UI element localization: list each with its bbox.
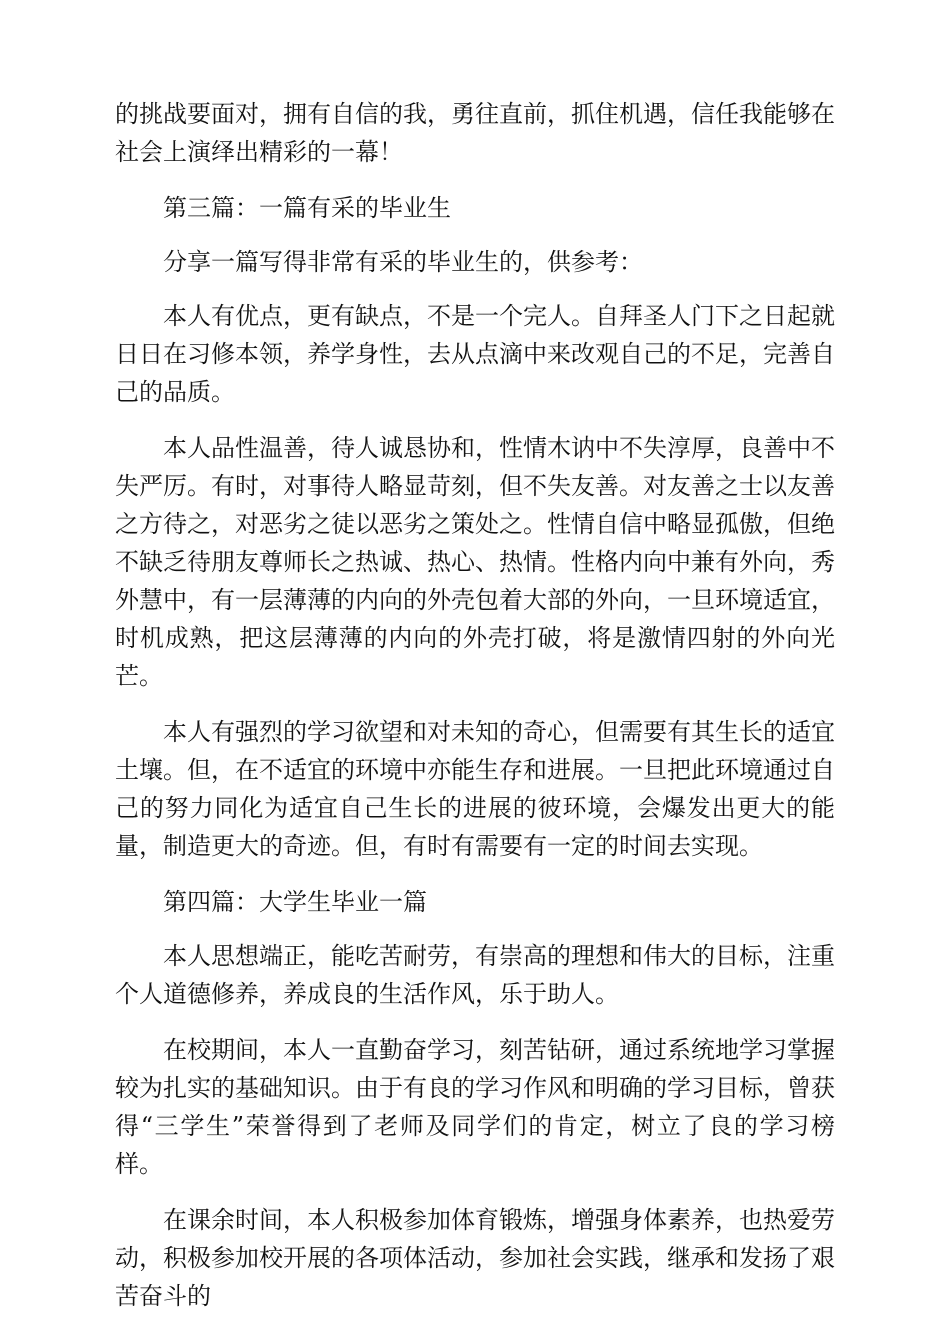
section-heading-4: 第四篇：大学生毕业一篇 bbox=[163, 888, 427, 916]
paragraph-extracurricular: 在课余时间，本人积极参加体育锻炼，增强身体素养，也热爱劳动，积极参加校开展的各项体活动，参加社会实践，继承和发扬了艰苦奋斗的 bbox=[115, 1206, 835, 1310]
paragraph-intro: 分享一篇写得非常有采的毕业生的，供参考： bbox=[163, 248, 643, 276]
paragraph-school-study: 在校期间，本人一直勤奋学习，刻苦钻研，通过系统地学习掌握较为扎实的基础知识。由于有良的学习作风和明确的学习目标，曾获得“三学生”荣誉得到了老师及同学们的肯定，树立了良的学习榜样。 bbox=[115, 1036, 835, 1178]
paragraph-character: 本人品性温善，待人诚恳协和，性情木讷中不失淳厚，良善中不失严厉。有时，对事待人略显苛刻，但不失友善。对友善之士以友善之方待之，对恶劣之徒以恶劣之策处之。性情自信中略显孤傲，但绝不缺乏待朋友尊师长之热诚、热心、热情。性格内向中兼有外向，秀外慧中，有一层薄薄的内向的外壳包着大部的外向，一旦环境适宜，时机成熟，把这层薄薄的内向的外壳打破，将是激情四射的外向光芒。 bbox=[115, 434, 835, 690]
document-page bbox=[115, 95, 835, 1333]
paragraph-ideology: 本人思想端正，能吃苦耐劳，有崇高的理想和伟大的目标，注重个人道德修养，养成良的生活作风，乐于助人。 bbox=[115, 942, 835, 1008]
section-heading-3: 第三篇：一篇有采的毕业生 bbox=[163, 194, 451, 222]
paragraph-strengths: 本人有优点，更有缺点，不是一个完人。自拜圣人门下之日起就日日在习修本领，养学身性，去从点滴中来改观自己的不足，完善自己的品质。 bbox=[115, 302, 835, 406]
paragraph-learning: 本人有强烈的学习欲望和对未知的奇心，但需要有其生长的适宜土壤。但，在不适宜的环境中亦能生存和进展。一旦把此环境通过自己的努力同化为适宜自己生长的进展的彼环境，会爆发出更大的能量，制造更大的奇迹。但，有时有需要有一定的时间去实现。 bbox=[115, 718, 835, 860]
paragraph-continuation: 的挑战要面对，拥有自信的我，勇往直前，抓住机遇，信任我能够在社会上演绎出精彩的一幕！ bbox=[115, 100, 835, 166]
